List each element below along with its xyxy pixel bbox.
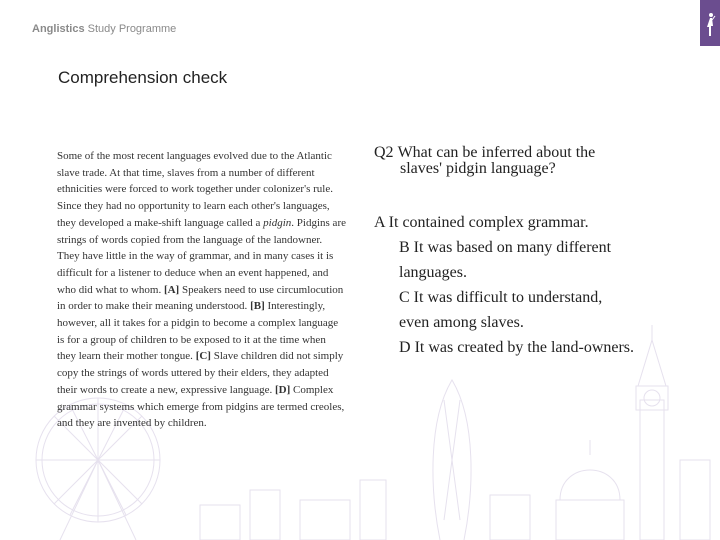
option-c[interactable] <box>374 285 694 310</box>
passage-text: Speakers need to use circumlocution in order to make their meaning understood. <box>57 283 344 313</box>
option-d[interactable] <box>374 335 694 360</box>
option-text: It was based on many different <box>413 239 612 256</box>
question-line-2: slaves' pidgin language? <box>400 160 556 177</box>
insertion-marker-d: [D] <box>274 383 291 396</box>
question-number: Q2 <box>374 144 394 161</box>
insertion-marker-c: [C] <box>195 350 211 363</box>
option-a[interactable] <box>374 210 694 235</box>
option-letter: D <box>399 339 411 356</box>
answer-options <box>374 210 694 360</box>
passage-text: Interestingly, however, all it takes for a pidgin to become a complex language is for a group of children to be exposed to it at the time when they learn their mother tongue. <box>57 300 339 363</box>
question-prompt <box>374 145 674 177</box>
passage-text: Complex grammar systems which emerge from pidgins are termed creoles, and they are invented by children. <box>57 383 345 430</box>
insertion-marker-a: [A] <box>163 283 180 296</box>
university-logo <box>700 0 720 46</box>
option-letter: B <box>399 239 410 256</box>
option-letter: C <box>399 289 410 306</box>
insertion-marker-b: [B] <box>250 300 265 313</box>
slide-title: Comprehension check <box>58 68 228 87</box>
option-text: even among slaves. <box>399 314 524 331</box>
passage-text: Slave children did not simply copy the strings of words uttered by their elders, they adapted their words to create a new, expressive language. <box>57 350 344 396</box>
option-c-continued[interactable] <box>374 310 694 335</box>
passage-text: . Pidgins are strings of words copied from the language of the landowner. They have little in the way of grammar, and in many cases it is difficult for a listener to deduce when an event happened, and who did what to whom. <box>57 216 346 296</box>
reading-passage <box>57 148 347 432</box>
option-b[interactable] <box>374 235 694 260</box>
brand-subtitle: Study Programme <box>84 23 177 35</box>
option-text: It was difficult to understand, <box>413 289 603 306</box>
option-letter: A <box>374 214 385 231</box>
option-b-continued[interactable] <box>374 260 694 285</box>
passage-term-pidgin: pidgin <box>263 216 292 229</box>
brand-name: Anglistics <box>32 23 85 35</box>
passage-text: Some of the most recent languages evolved due to the Atlantic slave trade. At that time, slaves from a number of different ethnicities were forced to work together under colonizer's rule. Since they had no opportunity to learn each other's languages, they developed a make-shift language called a <box>57 150 333 229</box>
question-line-1: What can be inferred about the <box>397 144 596 161</box>
figure-icon <box>703 12 717 38</box>
option-text: languages. <box>399 264 467 281</box>
option-text: It contained complex grammar. <box>388 214 589 231</box>
programme-brand <box>32 23 176 35</box>
option-text: It was created by the land-owners. <box>414 339 635 356</box>
